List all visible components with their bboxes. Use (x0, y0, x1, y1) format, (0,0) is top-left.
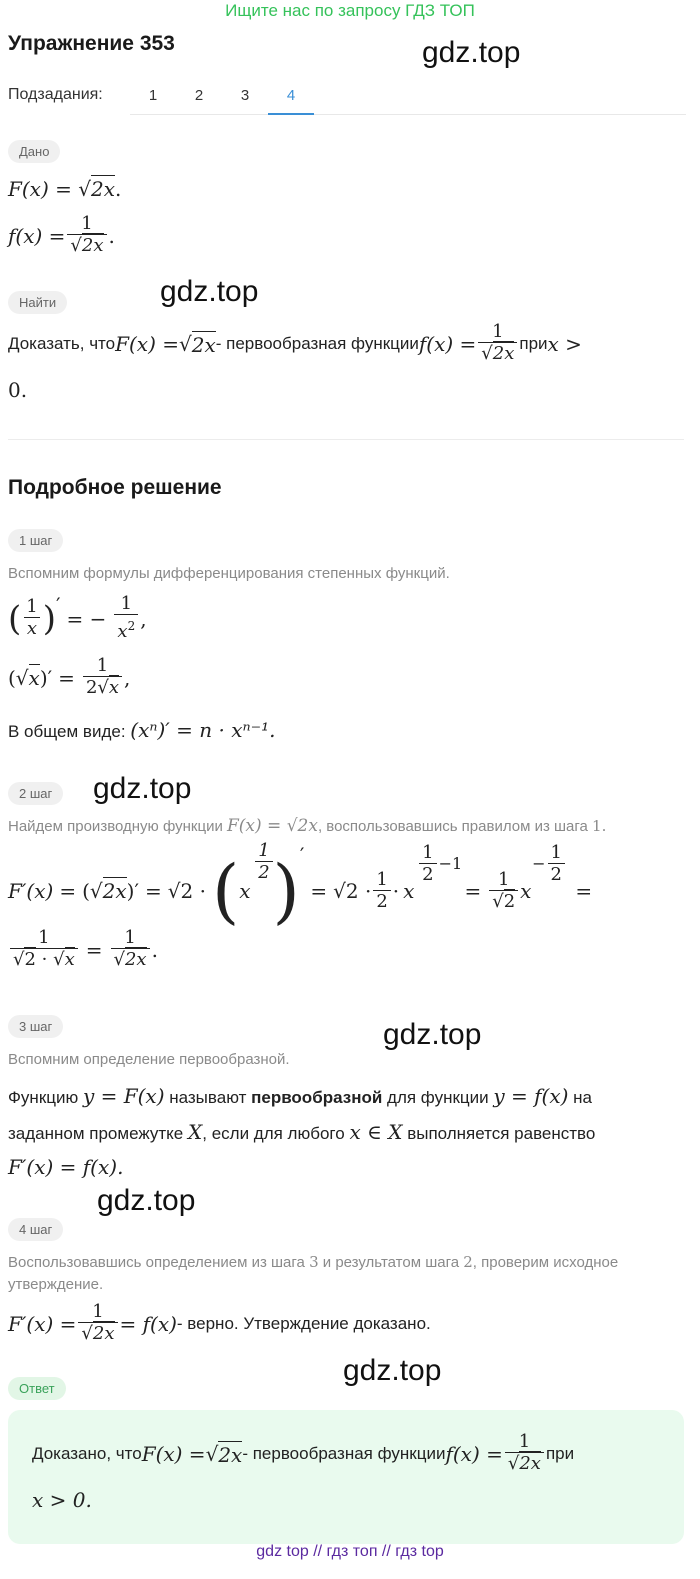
step-2-derivation: F′(x) = (√2x)′ = √2 · ( x $\frac{1}{2}$ ) ′ = √2 · $\frac{1}{2}$ · x $\frac{1}{2}$ −1 = $\frac{1}{√2}$ x − $\frac{1}{2}$ = (8, 840, 593, 932)
step-1-formula-1: ( $\frac{1}{x}$ ) ′ = − $\frac{1}{x^2}$ , (8, 592, 147, 642)
answer-box (8, 1410, 684, 1544)
step-2-badge: 2 шаг (8, 782, 63, 805)
given-F-formula: F(x) = √2x. (8, 177, 122, 201)
given-f-formula: f(x) = $\frac{1}{√2x}$ . (8, 213, 115, 256)
footer-links[interactable]: gdz top // гдз топ // гдз top (256, 1543, 444, 1560)
tab-subtask-2[interactable]: 2 (194, 87, 204, 104)
step-1-formula-2: (√x)′ = $\frac{1}{2√x}$ , (8, 655, 131, 698)
page-title: Упражнение 353 (8, 32, 175, 55)
solution-title: Подробное решение (8, 476, 222, 499)
tab-subtask-3[interactable]: 3 (240, 87, 250, 104)
step-3-intro: Вспомним определение первообразной. (8, 1051, 290, 1068)
watermark: gdz.top (160, 275, 259, 308)
step-4-badge: 4 шаг (8, 1218, 63, 1241)
answer-badge: Ответ (8, 1377, 66, 1400)
step-1-general: В общем виде: (xⁿ)′ = n · xⁿ⁻¹. (8, 718, 276, 742)
watermark: gdz.top (97, 1184, 196, 1217)
step-2-result: $\frac{1}{√2 \cdot √x}$ = $\frac{1}{√2x}$ . (8, 928, 158, 971)
promo-banner[interactable]: Ищите нас по запросу ГДЗ ТОП (225, 1, 475, 20)
find-statement: Доказать, что F(x) = √ 2x - первообразная функции f(x) = $\frac{1}{√2x}$ при x > (8, 321, 582, 364)
step-1-badge: 1 шаг (8, 529, 63, 552)
subtask-tabs (130, 80, 686, 115)
step-3-definition-line-2: заданном промежутке X, если для любого x ∈ X выполняется равенство (8, 1120, 596, 1144)
given-badge: Дано (8, 140, 60, 163)
step-1-intro: Вспомним формулы дифференцирования степенных функций. (8, 565, 450, 582)
tab-subtask-4[interactable]: 4 (268, 80, 314, 115)
step-4-intro-line-2: утверждение. (8, 1276, 104, 1293)
subtasks-label: Подзадания: (8, 86, 103, 103)
find-badge: Найти (8, 291, 67, 314)
watermark: gdz.top (422, 36, 521, 69)
step-4-intro-line-1: Воспользовавшись определением из шага 3 и результатом шага 2, проверим исходное (8, 1253, 619, 1271)
step-3-definition-line-3: F′(x) = f(x). (8, 1155, 124, 1179)
watermark: gdz.top (383, 1018, 482, 1051)
answer-statement: Доказано, что F(x) = √ 2x - первообразная функции f(x) = $\frac{1}{√2x}$ при (32, 1431, 575, 1474)
step-4-check: F′(x) = $\frac{1}{√2x}$ = f(x) - верно. Утверждение доказано. (8, 1301, 431, 1344)
watermark: gdz.top (93, 772, 192, 805)
step-3-definition-line-1: Функцию y = F(x) называют первообразной для функции y = f(x) на (8, 1084, 593, 1108)
find-condition-tail: 0. (8, 378, 28, 402)
tab-subtask-1[interactable]: 1 (148, 87, 158, 104)
watermark: gdz.top (343, 1354, 442, 1387)
step-3-badge: 3 шаг (8, 1015, 63, 1038)
step-2-intro: Найдем производную функции F(x) = √2x, воспользовавшись правилом из шага 1. (8, 816, 607, 836)
answer-condition: x > 0. (32, 1488, 92, 1512)
divider (8, 439, 684, 440)
